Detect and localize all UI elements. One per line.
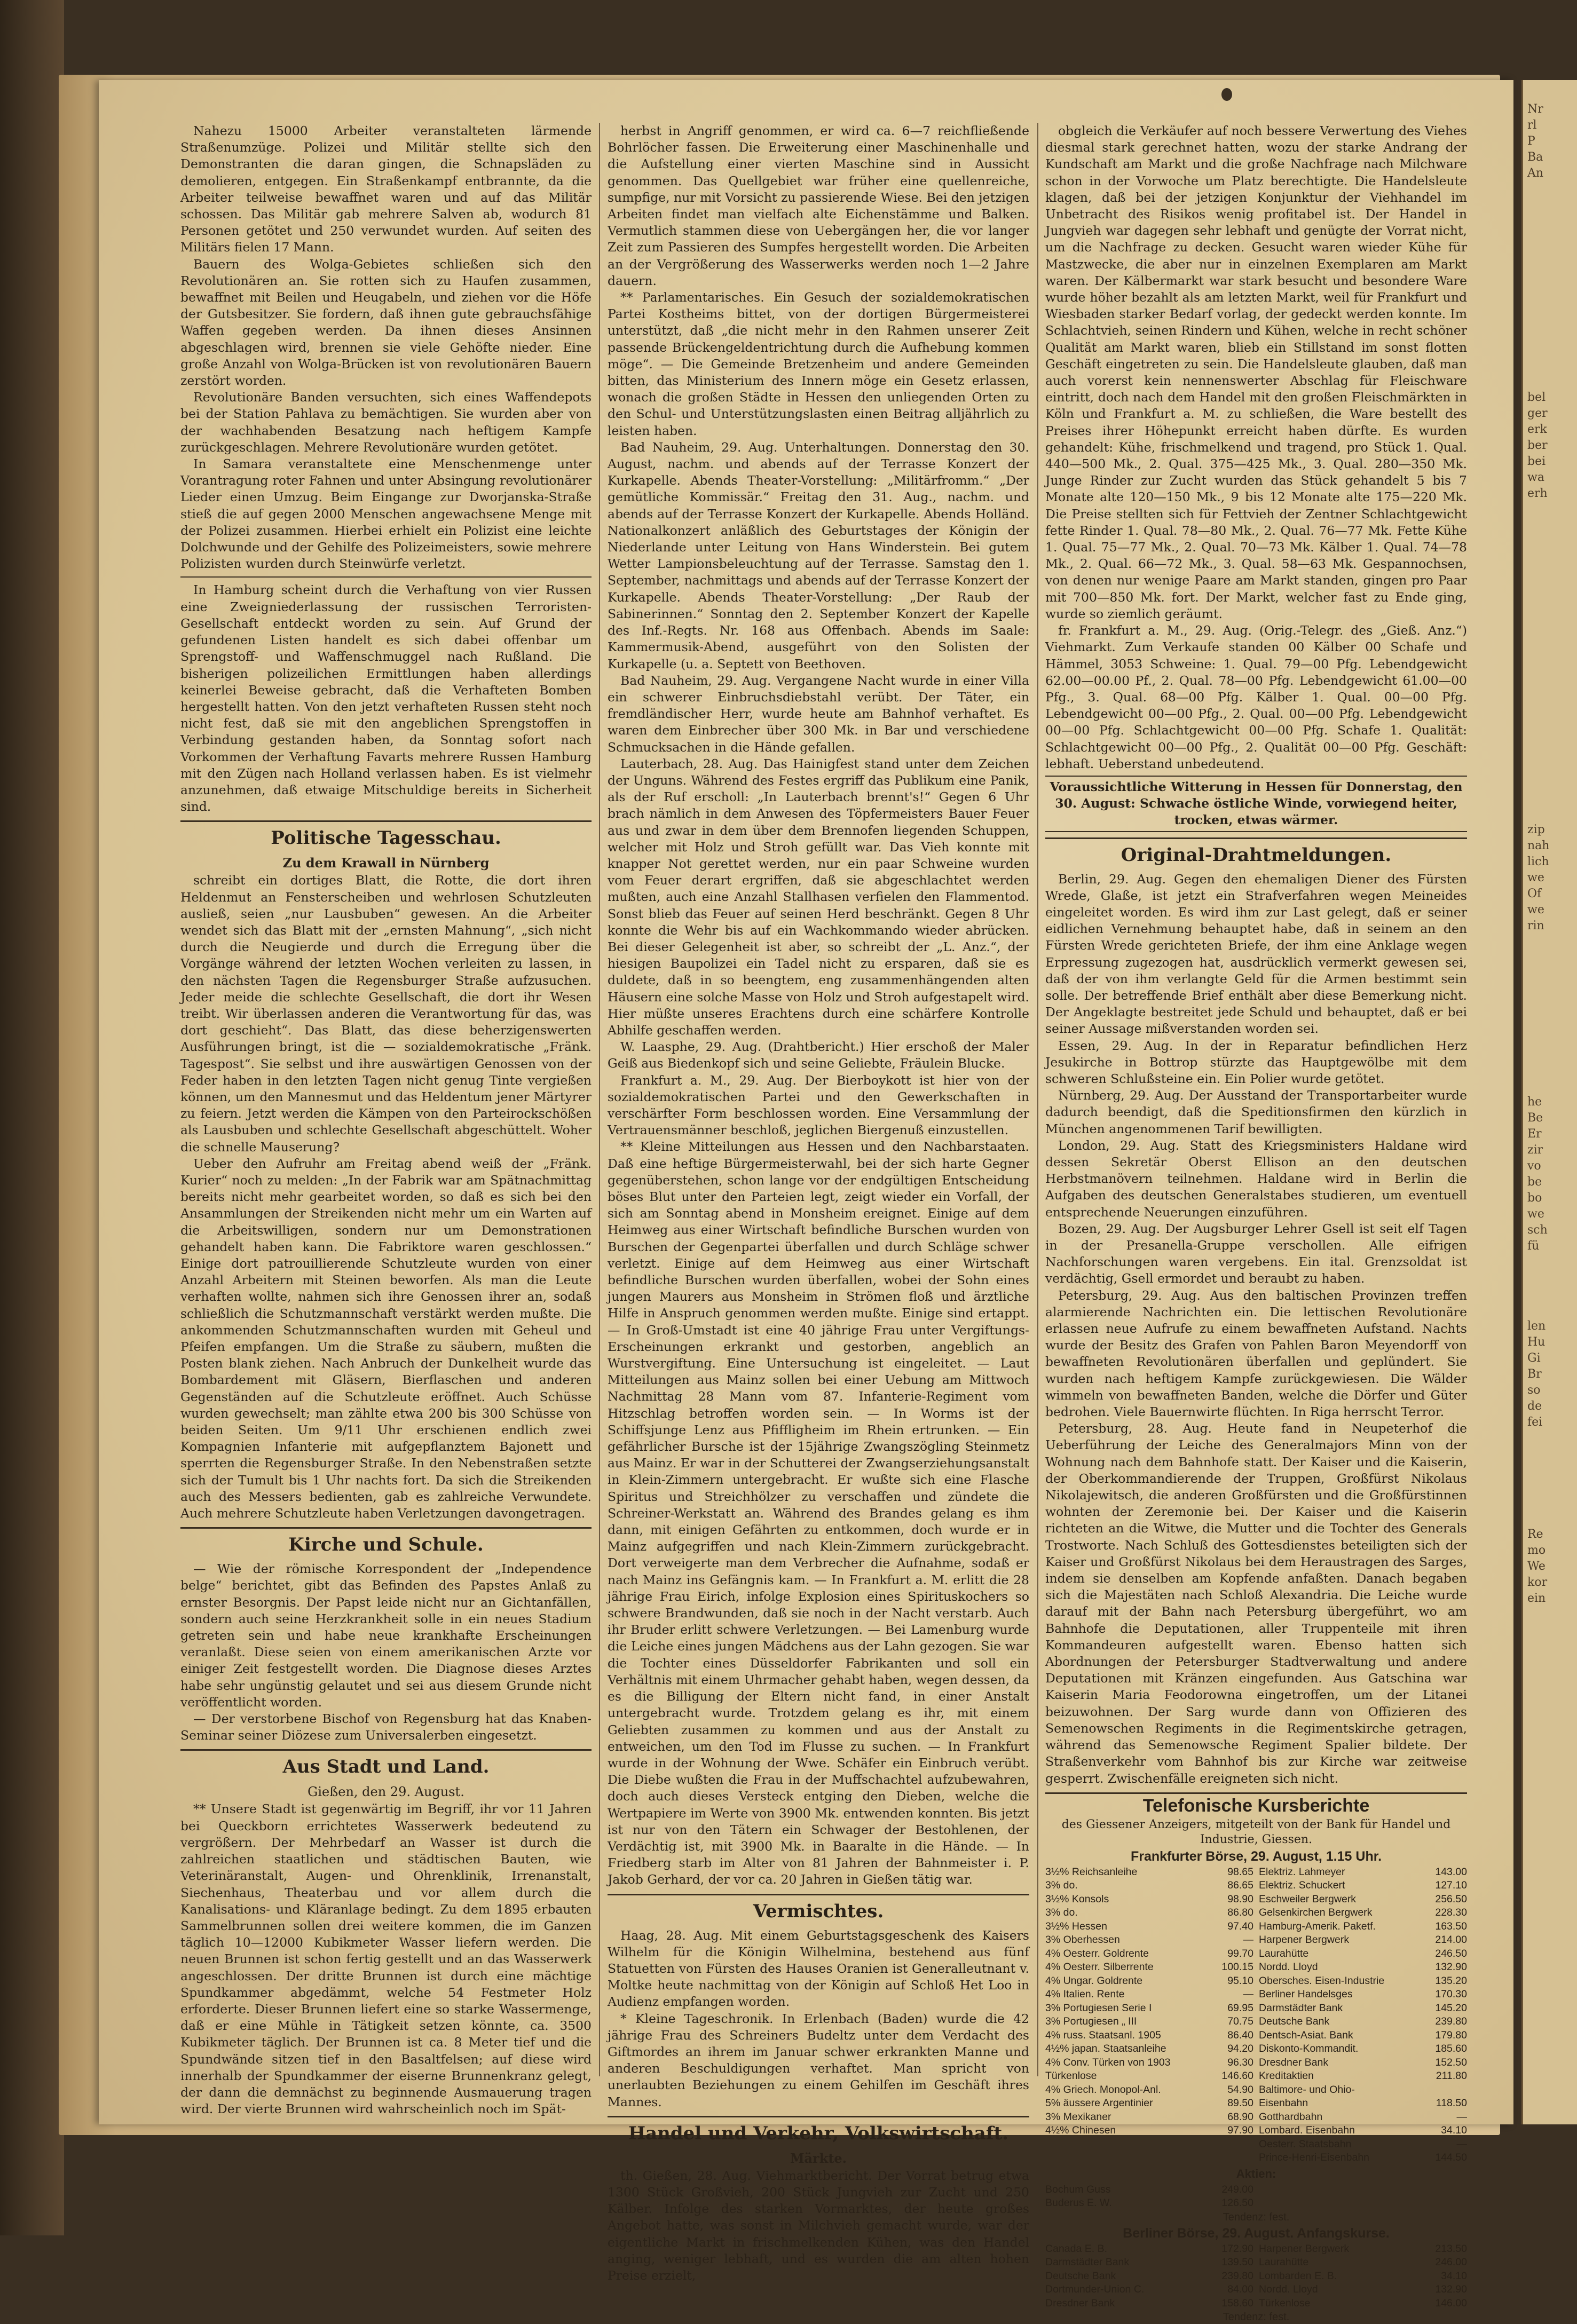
quote-row	[1259, 1933, 1467, 1947]
paragraph: In Hamburg scheint durch die Verhaftung von vier Russen eine Zweigniederlassung der russischen Terroristen-Gesellschaft entdeckt worden zu sein. Auf Grund der gefundenen Listen handelt es sich dabei offenbar um Sprengstoff- und Waffenschmuggel nach Rußland. Die bisherigen polizeilichen Ermittlungen haben allerdings keinerlei Beweise gebracht, daß die Verhafteten Bomben hergestellt hatten. Von den jetzt verhafteten Russen steht noch nicht fest, daß sie mit den angeblichen Sprengstoffen in Verbindung gestanden haben, da Sonntag sofort nach Vorkommen der Verhaftung Favarts mehrere Russen Hamburg mit den Zügen nach Holland verlassen haben. Es ist vielmehr anzunehmen, daß etwaige Mitschuldige bereits in Sicherheit sind.	[180, 582, 592, 815]
quote-row	[1045, 2083, 1253, 2097]
paragraph: ** Parlamentarisches. Ein Gesuch der sozialdemokratischen Partei Kostheims bittet, von der dortigen Bürgermeisterei unterstützt, daß „die nicht mehr in den Rahmen unserer Zeit passende Brückengeldentrichtung durch die Aufhebung kommen möge“. — Die Gemeinde Bretzenheim und andere Gemeinden bitten, das Ministerium des Innern möge ein Gesetz erlassen, wonach die großen Städte in Hessen den unliegenden Orten zu den Schul- und Unterstützungslasten einen Beitrag alljährlich zu leisten haben.	[608, 290, 1029, 438]
quote-row	[1045, 1974, 1253, 1988]
quote-value: 172.90	[1221, 2242, 1253, 2255]
quote-name: Dortmunder-Union C.	[1045, 2283, 1145, 2296]
quote-name: Gelsenkirchen Bergwerk	[1259, 1907, 1373, 1919]
quote-row	[1045, 2042, 1253, 2056]
quote-value: 146.60	[1221, 2070, 1253, 2082]
quote-name: Türkenlose	[1045, 2070, 1097, 2082]
quote-name: Eschweiler Bergwerk	[1259, 1893, 1357, 1905]
quote-row	[1259, 1974, 1467, 1988]
quote-name: 3% Oberhessen	[1045, 1934, 1120, 1946]
paragraph: Petersburg, 28. Aug. Heute fand in Neupeterhof die Ueberführung der Leiche des Generalmajors Minn von der Wohnung nach dem Bahnhofe statt. Der Kaiser und die Kaiserin, der Oberkommandierende der Truppen, Großfürst Nikolaus Nikolajewitsch, die anderen Großfürsten und die Großfürstinnen wohnten der Zeremonie bei. Der Kaiser und die Kaiserin richteten an die Witwe, die Mutter und die Tochter des Generals Trostworte. Nach Schluß des Gottesdienstes beteiligten sich der Kaiser und Großfürst Nikolaus bei dem Heraustragen des Sarges, indem sie denselben am Kopfende anfaßten. Danach begaben sich die Majestäten nach Schloß Alexandria. Die Leiche wurde darauf mit der Bahn nach Petersburg übergeführt, wo am Bahnhofe die Deputationen, aller Truppenteile mit ihren Kommandeuren aufgestellt waren. Ebenso hatten sich Abordnungen der Petersburger Stadtverwaltung und andere Deputationen mit Kränzen eingefunden. Aus Gatschina war Kaiserin Maria Feodorowna eingetroffen, um der Litanei beizuwohnen. Der Sarg wurde dann von Offizieren des Semenowschen Regiments in die Regimentskirche getragen, während das Semenowsche Regiment Spalier bildete. Der Straßenverkehr vom Bahnhof bis zur Kirche war zeitweise gesperrt. Zwischenfälle ereigneten sich nicht.	[1045, 1421, 1467, 1786]
paragraph: th. Gießen, 28. Aug. Viehmarktbericht. Der Vorrat betrug etwa 1300 Stück Großvieh, 200 Stück Jungvieh zur Zucht und 250 Kälber. Infolge des starken Vormarktes, der heute großes Angebot hatte, was sonst in Milchvieh gemacht wurde, war der eigentliche Markt in frischmelkenden Kühen, was den Handel anging, weniger lebhaft, und es wurden die am alten hohen Preise erzielt,	[608, 2168, 1029, 2283]
quote-name: Laurahütte	[1259, 1947, 1309, 1959]
quote-row	[1259, 2069, 1467, 2083]
quote-name: Darmstädter Bank	[1045, 2256, 1130, 2268]
quote-row	[1045, 2110, 1253, 2124]
quote-row	[1259, 2097, 1467, 2110]
quote-value: —	[1243, 1988, 1253, 2001]
quote-value: 126.50	[1221, 2197, 1253, 2209]
quote-value: 158.60	[1221, 2297, 1253, 2309]
quotes-right	[1259, 1865, 1467, 2165]
quote-name: 3% do.	[1045, 1907, 1078, 1919]
quote-row	[1045, 2069, 1253, 2083]
column-rule	[1037, 123, 1038, 2076]
quote-value: 211.80	[1436, 2070, 1467, 2082]
section-heading: Original-Drahtmeldungen.	[1045, 837, 1467, 868]
quote-value: 132.90	[1435, 2283, 1467, 2296]
quote-row	[1045, 1865, 1253, 1879]
quote-name: Lombard. Eisenbahn	[1259, 2124, 1355, 2137]
quote-value: 239.80	[1221, 2270, 1253, 2282]
paragraph: Bauern des Wolga-Gebietes schließen sich den Revolutionären an. Sie rotten sich zu Haufen zusammen, bewaffnet mit Beilen und Heugabeln, und ziehen vor die Höfe der Gutsbesitzer. Sie fordern, daß ihnen gute gebrauchsfähige Waffen gegeben werden. Da ihnen dieses Ansinnen abgeschlagen wird, brennen sie viele Gehöfte nieder. Eine große Anzahl von Wolga-Brücken ist von revolutionären Bauern zerstört worden.	[180, 256, 592, 389]
quote-row	[1259, 1865, 1467, 1879]
quote-row	[1045, 2183, 1253, 2197]
quote-value: 34.10	[1441, 2270, 1467, 2282]
quotes-right	[1259, 2242, 1467, 2311]
quote-value: 94.20	[1227, 2043, 1253, 2055]
quote-row	[1259, 2256, 1467, 2270]
quote-value: 152.50	[1435, 2056, 1467, 2068]
quote-row	[1259, 2083, 1467, 2097]
quote-name: Oesterr. Staatsbahn	[1259, 2138, 1352, 2150]
quote-value	[1464, 2083, 1467, 2097]
paragraph: Haag, 28. Aug. Mit einem Geburtstagsgeschenk des Kaisers Wilhelm für die Königin Wilhelmina, bestehend aus fünf Statuetten von Fürsten des Hauses Oranien ist Generalleutnant v. Moltke heute nachmittag von der Königin auf Schloß Het Loo in Audienz empfangen worden.	[608, 1927, 1029, 2010]
quotes-left	[1045, 2183, 1253, 2210]
quote-row	[1045, 2002, 1253, 2015]
quote-value: 100.15	[1221, 1961, 1253, 1973]
quote-value: 84.00	[1227, 2283, 1253, 2296]
quote-row	[1259, 1947, 1467, 1961]
quote-name: Hamburg-Amerik. Paketf.	[1259, 1920, 1376, 1932]
paragraph: London, 29. Aug. Statt des Kriegsministers Haldane wird dessen Sekretär Oberst Ellison an den deutschen Herbstmanövern teilnehmen. Haldane wird in Berlin die Aufgaben des deutschen Generalstabes studieren, um eventuell entsprechende Neuerungen einzuführen.	[1045, 1137, 1467, 1220]
frankfurt-quotes-table	[1045, 1865, 1467, 2165]
quote-row	[1045, 1961, 1253, 1974]
quote-row	[1045, 2297, 1253, 2311]
quote-row	[1259, 2002, 1467, 2015]
quote-value: 135.20	[1435, 1974, 1467, 1987]
quote-name: 3½% Reichsanleihe	[1045, 1865, 1138, 1878]
quote-name: Obersches. Eisen-Industrie	[1259, 1974, 1385, 1987]
quote-name: Laurahütte	[1259, 2256, 1309, 2268]
paragraph: — Der verstorbene Bischof von Regensburg hat das Knaben-Seminar seiner Diözese zum Universalerben eingesetzt.	[180, 1711, 592, 1743]
quote-value: 95.10	[1227, 1974, 1253, 1987]
quote-name: 3½% Hessen	[1045, 1920, 1107, 1932]
paragraph: * Kleine Tageschronik. In Erlenbach (Baden) wurde die 42 jährige Frau des Schreiners Budeltz unter dem Verdacht des Giftmordes an ihrem im Januar schwer erkrankten Manne und anderen Beschuldigungen verhaftet. Man spricht von unerlaubten Beziehungen zu einem Gehilfen im Geschäft ihres Mannes.	[608, 2011, 1029, 2109]
quote-row	[1259, 2151, 1467, 2165]
quote-value: —	[1243, 1934, 1253, 1946]
quote-value: 127.10	[1435, 1879, 1467, 1892]
paragraph: schreibt ein dortiges Blatt, die Rotte, die dort ihren Heldenmut an Fensterscheiben und wehrlosen Schutzleuten ausließ, seien „nur Lausbuben“ gewesen. An die Arbeiter wendet sich das Blatt mit der „ernsten Mahnung“, „sich nicht durch die Neugierde und durch die Erregung über die Vorgänge während der letzten Wochen verleiten zu lassen, in den nächsten Tagen die Regensburger Straße aufzusuchen. Jeder meide die schlechte Gesellschaft, die dort ihr Wesen treibt. Wir überlassen anderen die Verantwortung für das, was dort geschieht“. Das Blatt, das diese beherzigenswerten Ausführungen bringt, ist die — sozialdemokratische „Fränk. Tagespost“. Sie selbst und ihre auswärtigen Genossen von der Feder haben in den letzten Tagen nicht genug Tinte vergießen können, um den Mannesmut und das Heldentum jener Märtyrer zu feiern. Jetzt werden die Kämpen von den Parteirockschößen als Lausbuben und schlechte Gesellschaft abgeschüttelt. Woher die schnelle Mauserung?	[180, 873, 592, 1155]
paragraph: Bozen, 29. Aug. Der Augsburger Lehrer Gsell ist seit elf Tagen in der Presanella-Gruppe verschollen. Alle eifrigen Nachforschungen waren vergebens. Ein ital. Grenzsoldat ist verdächtig, Gsell ermordet und beraubt zu haben.	[1045, 1221, 1467, 1286]
paragraph: — Wie der römische Korrespondent der „Independence belge“ berichtet, gibt das Befinden des Papstes Anlaß zu ernster Besorgnis. Der Papst leide nicht nur an Gichtanfällen, sondern auch seine Herzkrankheit solle in ein neues Stadium getreten sein und habe neue krankhafte Erscheinungen veranlaßt. Diese seien von einem amerikanischen Arzte vor einiger Zeit festgestellt worden. Die Diagnose dieses Arztes habe sehr ungünstig gelautet und sei aus diesem Grunde nicht veröffentlicht worden.	[180, 1561, 592, 1710]
quote-name: Türkenlose	[1259, 2297, 1311, 2309]
subheading: Märkte.	[790, 2150, 847, 2166]
quote-value: —	[1456, 2110, 1467, 2123]
quote-value: 170.30	[1435, 1988, 1467, 2001]
quote-row	[1045, 2029, 1253, 2043]
paragraph: Petersburg, 29. Aug. Aus den baltischen Provinzen treffen alarmierende Nachrichten ein. Die lettischen Revolutionäre erlassen neue Aufrufe zu einem bewaffneten Aufstand. Nachts wurde der Besitz des Grafen von Pahlen Baron Meyendorff von bewaffneten Revolutionären überfallen und geplündert. Sie wurden nach heftigem Kampfe zurückgewiesen. Die Wälder wimmeln von bewaffneten Banden, welche die Dörfer und Güter bedrohen. Viele Bauernwirte flüchten. In Riga herrscht Terror.	[1045, 1287, 1467, 1420]
quote-row	[1045, 2283, 1253, 2297]
quote-name: Elektriz. Lahmeyer	[1259, 1865, 1345, 1878]
quote-row	[1259, 1961, 1467, 1974]
column-rule	[599, 123, 600, 2076]
quote-value: 86.80	[1227, 1907, 1253, 1919]
quote-name: Gotthardbahn	[1259, 2110, 1323, 2123]
quote-row	[1259, 1988, 1467, 2002]
quote-name: Berliner Handelsges	[1259, 1988, 1353, 2001]
quote-value: 69.95	[1227, 2002, 1253, 2014]
quote-name: 4% Conv. Türken von 1903	[1045, 2056, 1171, 2068]
quote-name: 5% äussere Argentinier	[1045, 2097, 1153, 2109]
column-1	[180, 123, 592, 2117]
section-heading: Politische Tagesschau.	[180, 820, 592, 851]
dateline: Gießen, den 29. August.	[307, 1784, 464, 1800]
paragraph: In Samara veranstaltete eine Menschenmenge unter Vorantragung roter Fahnen und unter Absingung revolutionärer Lieder einen Umzug. Beim Eingange zur Dworjanska-Straße stieß die auf gegen 2000 Menschen angewachsene Menge mit der Polizei zusammen. Hierbei erhielt ein Polizist eine leichte Dolchwunde und der Gehilfe des Polizeimeisters, sowie mehrere Polizisten wurden durch Steinwürfe verletzt.	[180, 456, 592, 572]
quote-row	[1259, 1906, 1467, 1920]
quote-row	[1045, 2242, 1253, 2256]
quote-value: 89.50	[1227, 2097, 1253, 2109]
stock-report-title: Telefonische Kursberichte	[1045, 1792, 1467, 1817]
paragraph: Frankfurt a. M., 29. Aug. Der Bierboykott ist hier von der sozialdemokratischen Partei und den Gewerkschaften in verschärfter Form beschlossen worden. Eine Versammlung der Vertrauensmänner beschloß, jeglichen Biergenuß einzustellen.	[608, 1072, 1029, 1138]
quote-value: 185.60	[1435, 2043, 1467, 2055]
quote-row	[1259, 2029, 1467, 2043]
quote-name: 4% Griech. Monopol-Anl.	[1045, 2083, 1161, 2096]
quote-value: 144.50	[1435, 2152, 1467, 2164]
tendency-label: Tendenz: fest.	[1223, 2211, 1290, 2223]
quote-name: Deutsche Bank	[1259, 2015, 1330, 2028]
quote-name: Harpener Bergwerk	[1259, 1934, 1350, 1946]
column-3	[1045, 123, 1467, 2323]
quote-name: 4% Oesterr. Silberrente	[1045, 1961, 1154, 1973]
quote-value: 249.00	[1221, 2183, 1253, 2195]
quote-name: Lombarden E. B.	[1259, 2270, 1337, 2282]
paragraph: herbst in Angriff genommen, er wird ca. 6—7 reichfließende Bohrlöcher fassen. Die Erweiterung einer Maschinenhalle und die Aufstellung einer vierten Maschine sind in Aussicht genommen. Das Quellgebiet war früher eine quellenreiche, sumpfige, nur mit Vorsicht zu passierende Wiese. Bei den jetzigen Arbeiten findet man vielfach alte Eichenstämme und Balken. Vermutlich stammen diese von Uebergängen her, die vor langer Zeit zum Passieren des Sumpfes hergestellt worden. Die Arbeiten an der Vergrößerung des Wasserwerks werden noch 1—2 Jahre dauern.	[608, 123, 1029, 288]
quote-value: 96.30	[1227, 2056, 1253, 2068]
quote-name: Dresdner Bank	[1045, 2297, 1115, 2309]
quote-row	[1259, 2042, 1467, 2056]
paragraph: Essen, 29. Aug. In der in Reparatur befindlichen Herz Jesukirche in Bottrop stürzte das Hauptgewölbe mit dem schweren Schlußsteine ein. Ein Polier wurde getötet.	[1045, 1038, 1467, 1086]
quote-value: 213.50	[1435, 2242, 1467, 2255]
paragraph: W. Laasphe, 29. Aug. (Drahtbericht.) Hier erschoß der Maler Geiß aus Biedenkopf sich und seine Geliebte, Fräulein Blucke.	[608, 1039, 1029, 1071]
quote-row	[1045, 2097, 1253, 2110]
quote-row	[1045, 1879, 1253, 1893]
paragraph: Nahezu 15000 Arbeiter veranstalteten lärmende Straßenumzüge. Polizei und Militär stellte sich den Demonstranten die daran gingen, die Schnapsläden zu demolieren, entgegen. Ein Straßenkampf entbrannte, da die Arbeiter teilweise bewaffnet waren und auf das Militär schossen. Das Militär gab mehrere Salven ab, wodurch 81 Personen getötet und 250 verwundet wurden. Auf seiten des Militärs fielen 17 Mann.	[180, 123, 592, 255]
tendency-label: Tendenz: fest.	[1223, 2311, 1290, 2323]
quote-name: Kreditaktien	[1259, 2070, 1314, 2082]
quote-value: 146.00	[1435, 2297, 1467, 2309]
section-heading: Vermischtes.	[608, 1894, 1029, 1924]
quote-name: Darmstädter Bank	[1259, 2002, 1343, 2014]
subheading: Zu dem Krawall in Nürnberg	[282, 855, 490, 871]
quote-row	[1045, 1988, 1253, 2002]
quote-value: 98.90	[1227, 1893, 1253, 1905]
quote-name: Elektriz. Schuckert	[1259, 1879, 1345, 1892]
paragraph: Bad Nauheim, 29. Aug. Unterhaltungen. Donnerstag den 30. August, nachm. und abends auf der Terrasse Konzert der Kurkapelle. Abends Theater-Vorstellung: „Militärfromm.“ „Der gemütliche Kommissär.“ Freitag den 31. Aug., nachm. und abends auf der Terrasse Konzert der Kurkapelle. Abends Holländ. Nationalkonzert anläßlich des Geburtstages der Königin der Niederlande unter Leitung von Hans Winderstein. Bei gutem Wetter Lampionsbeleuchtung auf der Terrasse. Samstag den 1. September, nachmittags und abends auf der Terrasse Konzert der Kurkapelle. Abends Theater-Vorstellung: „Der Raub der Sabinerinnen.“ Sonntag den 2. September Konzert der Kapelle des Inf.-Regts. Nr. 168 aus Offenbach. Abends im Saale: Kammermusik-Abend, ausgeführt von den Solisten der Kurkapelle (u. a. Septett von Beethoven.	[608, 439, 1029, 671]
book-binding	[0, 0, 64, 2235]
quote-value: 86.65	[1227, 1879, 1253, 1892]
frankfurt-exchange-heading: Frankfurter Börse, 29. August, 1.15 Uhr.	[1130, 1848, 1382, 1864]
quote-row	[1259, 1893, 1467, 1907]
quote-name: 3% Portugiesen „ III	[1045, 2015, 1137, 2028]
quote-name: 4% Ungar. Goldrente	[1045, 1974, 1143, 1987]
paragraph: Berlin, 29. Aug. Gegen den ehemaligen Diener des Fürsten Wrede, Glaße, ist jetzt ein Strafverfahren wegen Meineides eingeleitet worden. Es wird ihm zur Last gelegt, daß er seiner eidlichen Vernehmung behauptet habe, daß in seinem an den Fürsten Wrede gerichteten Briefe, der ihm eine Anklage wegen Erpressung zugezogen hat, ausdrücklich vermerkt gewesen sei, daß der von ihm verlangte Geld für die Armen bestimmt sein solle. Der betreffende Brief enthält aber diese Bemerkung nicht. Der Angeklagte bestreitet jede Schuld und behauptet, daß er bei seiner Aussage mißverstanden worden sei.	[1045, 871, 1467, 1037]
quote-value: 97.90	[1227, 2124, 1253, 2137]
quotes-left	[1045, 2242, 1253, 2311]
quote-row	[1259, 2270, 1467, 2283]
quote-name: 4% Oesterr. Goldrente	[1045, 1947, 1149, 1959]
quote-value: 132.90	[1435, 1961, 1467, 1973]
quote-value: —	[1456, 2138, 1467, 2150]
quote-value: 98.65	[1227, 1865, 1253, 1878]
quote-value: 239.80	[1435, 2015, 1467, 2028]
paragraph: fr. Frankfurt a. M., 29. Aug. (Orig.-Telegr. des „Gieß. Anz.“) Viehmarkt. Zum Verkaufe standen 00 Kälber 00 Schafe und Hämmel, 3053 Schweine: 1. Qual. 79—00 Pfg. Lebendgewicht 62.00—00.00 Pf., 2. Qual. 78—00 Pfg. Lebendgewicht 61.00—00 Pfg., 3. Qual. 68—00 Pfg. Kälber 1. Qual. 00—00 Pfg. Lebendgewicht 00—00 Pfg., 2. Qual. 00—00 Pfg. Lebendgewicht 00—00 Pfg. Schlachtgewicht 00—00 Pfg. Schafe 1. Qualität: Schlachtgewicht 00—00 Pfg., 2. Qualität 00—00 Pfg. Geschäft: lebhaft. Ueberstand unbedeutend.	[1045, 623, 1467, 771]
quote-value: 228.30	[1435, 1907, 1467, 1919]
quote-value: 139.50	[1221, 2256, 1253, 2268]
quote-value: 145.20	[1435, 2002, 1467, 2014]
quote-name: Deutsche Bank	[1045, 2270, 1116, 2282]
quote-row	[1259, 2056, 1467, 2070]
quote-name: 3% Mexikaner	[1045, 2110, 1111, 2123]
quote-name: 4½% japan. Staatsanleihe	[1045, 2043, 1166, 2055]
paragraph: obgleich die Verkäufer auf noch bessere Verwertung des Viehes diesmal stark gerechnet hatten, wozu der starke Andrang der Kundschaft am Markt und die große Nachfrage nach Milchware schon in der Vorwoche um Platz berechtigte. Die Handelsleute klagen, daß bei der jetzigen Konjunktur der Viehhandel im Unbetracht des Risikos wenig profitabel ist. Der Handel in Jungvieh war dagegen sehr lebhaft und genügte der Vorrat nicht, um die Nachfrage zu decken. Gesucht waren wieder Kühe für Mastzwecke, die aber nur in einzelnen Exemplaren am Markt waren. Der Kälbermarkt war stark besucht und besondere Ware wurde höher bezahlt als am letzten Markt, weil für Frankfurt und Wiesbaden starker Bedarf vorlag, der gedeckt werden konnte. Im Schlachtvieh, seinen Rindern und Kühen, welche in recht schöner Qualität am Markt waren, blieb ein Stillstand im sonst flotten Geschäft eingetreten zu sein. Die Handelsleute glauben, daß man auch vorerst kein nennenswerter Abschlag für Fleischware eintritt, doch nach dem Handel mit den großen Fleischmärkten in Köln und Frankfurt a. M. zu schließen, die Ware bestellt des Preises ihrer Höhepunkt erreicht haben dürfte. Es wurden gehandelt: Kühe, frischmelkend und tragend, pro Stück 1. Qual. 440—500 Mk., 2. Qual. 375—425 Mk., 3. Qual. 280—350 Mk. Junge Rinder zur Zucht wurden das Stück gehandelt 5 bis 7 Monate alte 120—150 Mk., 9 bis 12 Monate alte 175—220 Mk. Die Preise stellten sich für Fettvieh der Zentner Schlachtgewicht fette Rinder 1. Qual. 78—80 Mk., 2. Qual. 76—77 Mk. Fette Kühe 1. Qual. 75—77 Mk., 2. Qual. 70—73 Mk. Kälber 1. Qual. 74—78 Mk., 2. Qual. 66—72 Mk., 3. Qual. 58—63 Mk. Gespannochsen, von denen nur wenige Paare am Markt standen, gingen pro Paar mit 700—850 Mk. fort. Der Markt, welcher fast zu Ende ging, wurde so ziemlich geräumt.	[1045, 123, 1467, 621]
quote-name: 3½% Konsols	[1045, 1893, 1109, 1905]
quote-name: Canada E. B.	[1045, 2242, 1107, 2255]
quote-value: 34.10	[1441, 2124, 1467, 2137]
quote-name: Harpener Bergwerk	[1259, 2242, 1350, 2255]
quote-name: Nordd. Lloyd	[1259, 1961, 1318, 1973]
quote-name: Eisenbahn	[1259, 2097, 1308, 2109]
paragraph: Nürnberg, 29. Aug. Der Ausstand der Transportarbeiter wurde dadurch beendigt, daß die Speditionsfirmen den kürzlich in München angenommenen Tarif bewilligten.	[1045, 1088, 1467, 1136]
shares-table	[1045, 2183, 1467, 2210]
berlin-quotes-table	[1045, 2242, 1467, 2311]
section-heading: Handel und Verkehr, Volkswirtschaft.	[608, 2116, 1029, 2146]
column-2	[608, 123, 1029, 2283]
quote-row	[1259, 2015, 1467, 2029]
quote-row	[1045, 1933, 1253, 1947]
quote-value: 256.50	[1435, 1893, 1467, 1905]
quote-value: 143.00	[1435, 1865, 1467, 1878]
quote-row	[1259, 2124, 1467, 2138]
quote-name: Prince-Henri-Eisenbahn	[1259, 2152, 1370, 2164]
quote-row	[1259, 1879, 1467, 1893]
quote-name: Nordd. Lloyd	[1259, 2283, 1318, 2296]
facing-page	[1521, 80, 1577, 2124]
separator	[180, 576, 592, 578]
quote-row	[1259, 2242, 1467, 2256]
quote-name: Diskonto-Kommandit.	[1259, 2043, 1359, 2055]
section-heading: Aus Stadt und Land.	[180, 1749, 592, 1780]
quote-row	[1045, 1893, 1253, 1907]
quote-row	[1045, 1920, 1253, 1934]
quote-value: 118.50	[1436, 2097, 1467, 2109]
quote-value: 246.00	[1435, 2256, 1467, 2268]
quote-value: 99.70	[1227, 1947, 1253, 1959]
quote-row	[1045, 2056, 1253, 2070]
quote-row	[1259, 2138, 1467, 2152]
quote-row	[1045, 2015, 1253, 2029]
quote-value: 70.75	[1227, 2015, 1253, 2028]
quote-row	[1259, 2110, 1467, 2124]
paragraph: Revolutionäre Banden versuchten, sich eines Waffendepots bei der Station Pahlava zu bemächtigen. Sie wurden aber von der wachhabenden Besatzung nach heftigem Kampfe zurückgeschlagen. Mehrere Revolutionäre wurden getötet.	[180, 390, 592, 455]
quote-name: 4% russ. Staatsanl. 1905	[1045, 2029, 1161, 2041]
quote-name: Buderus E. W.	[1045, 2197, 1112, 2209]
quote-name: 3% do.	[1045, 1879, 1078, 1892]
quote-value: 68.90	[1227, 2110, 1253, 2123]
quote-row	[1045, 1947, 1253, 1961]
quote-name: Dresdner Bank	[1259, 2056, 1329, 2068]
stock-report-subtitle: des Giessener Anzeigers, mitgeteilt von der Bank für Handel und Industrie, Giessen.	[1061, 1817, 1451, 1846]
berlin-exchange-heading: Berliner Börse, 29. August. Anfangskurse.	[1123, 2225, 1390, 2241]
quote-name: Baltimore- und Ohio-	[1259, 2083, 1355, 2096]
quote-row	[1045, 1906, 1253, 1920]
quote-name: 3% Portugiesen Serie I	[1045, 2002, 1152, 2014]
paragraph: ** Unsere Stadt ist gegenwärtig im Begriff, ihr vor 11 Jahren bei Queckborn errichtetes Wasserwerk bedeutend zu vergrößern. Der Mehrbedarf an Wasser ist durch die zahlreichen staatlichen und städtischen Bauten, wie Veterinäranstalt, Augen- und Ohrenklinik, Irrenanstalt, Siechenhaus, Theaterbau und vor allem durch die Kanalisations- und Kläranlage bedingt. Zu dem 1895 erbauten Sammelbrunnen sollen drei weitere kommen, die im Ganzen täglich 10—12000 Kubikmeter Wasser liefern werden. Die neuen Brunnen ist schon fertig gestellt und an das Wasserwerk angeschlossen. Der dritte Brunnen ist durch eine mächtige Spundkammer abgedämmt, welche 54 Festmeter Holz erforderte. Dieser Brunnen liefert eine so starke Wassermenge, daß er eine Mühle in Tätigkeit setzen könnte, ca. 3500 Kubikmeter täglich. Der Brunnen ist ca. 8 Meter tief und die Spundwände sitzen tief in den Basaltfelsen; auf diese wird innerhalb der Spundkammer der eiserne Brunnenkranz gelegt, der dann die demnächst zu beginnende Ausmauerung tragen wird. Der vierte Brunnen wird wahrscheinlich noch im Spät-	[180, 1801, 592, 2117]
quote-name: Bochum Guss	[1045, 2183, 1111, 2195]
quote-row	[1259, 1920, 1467, 1934]
quote-value: 86.40	[1227, 2029, 1253, 2041]
quote-name: Dentsch-Asiat. Bank	[1259, 2029, 1353, 2041]
quote-value: 97.40	[1227, 1920, 1253, 1932]
paragraph: Bad Nauheim, 29. Aug. Vergangene Nacht wurde in einer Villa ein schwerer Einbruchsdiebstahl verübt. Der Täter, ein fremdländischer Herr, wurde heute am Bahnhof verhaftet. Es waren dem Einbrecher über 300 Mk. in Bar und verschiedene Schmucksachen in die Hände gefallen.	[608, 673, 1029, 755]
quote-value: 179.80	[1435, 2029, 1467, 2041]
quote-row	[1259, 2297, 1467, 2311]
quote-name: 4½% Chinesen	[1045, 2124, 1116, 2137]
section-heading: Kirche und Schule.	[180, 1527, 592, 1558]
punch-hole	[1221, 88, 1232, 101]
quote-value: 163.50	[1435, 1920, 1467, 1932]
paragraph: Lauterbach, 28. Aug. Das Hainigfest stand unter dem Zeichen der Unguns. Während des Festes ergriff das Publikum eine Panik, als der Ruf erscholl: „In Lauterbach brennt's!“ Gegen 6 Uhr brach nämlich in dem Anwesen des Töpfermeisters Bauer Feuer aus und zwar in dem über dem Brennofen liegenden Schuppen, welcher mit Holz und Stroh gefüllt war. Das Vieh konnte mit knapper Not gerettet werden, nur ein paar Schweine wurden vom Feuer derart ergriffen, daß sie abgeschlachtet werden mußten, auch eine Anzahl Stallhasen verfielen den Flammentod. Sonst blieb das Feuer auf seinen Herd beschränkt. Gegen 8 Uhr konnte die Wehr bis auf ein Wachkommando wieder abrücken. Bei dieser Gelegenheit ist aber, so schreibt der „L. Anz.“, der hiesigen Baupolizei ein Tadel nicht zu ersparen, daß sie es duldete, daß in so beengtem, eng zusammenhängenden alten Häusern eine solche Masse von Holz und Stroh aufgestapelt wird. Hier müßte unseres Erachtens durch eine schärfere Kontrolle Abhilfe geschaffen werden.	[608, 756, 1029, 1038]
shares-heading: Aktien:	[1236, 2167, 1276, 2180]
paragraph: Ueber den Aufruhr am Freitag abend weiß der „Fränk. Kurier“ noch zu melden: „In der Fabrik war am Spätnachmittag bereits nicht mehr gearbeitet worden, so daß es sich bei den Ansammlungen der Streikenden nicht mehr um ein Warten auf die Arbeitswilligen, sondern nur um Demonstrationen gehandelt haben kann. Die Fabriktore waren geschlossen.“ Einige dort patrouillierende Schutzleute wurden von einer Anzahl Arbeitern mit Steinen beworfen. Als man die Leute verhaften wollte, nahmen sich ihre Genossen ihrer an, sodaß schließlich die Schutzmannschaft verstärkt werden mußte. Die ankommenden Schutzmannschaften wurden mit Geheul und Pfeifen empfangen. Um die Straße zu säubern, mußten die Posten blank ziehen. Nach Anbruch der Dunkelheit wurde das Bombardement mit Gläsern, Bierflaschen und anderen Gegenständen auf die Schutzleute eröffnet. Auch Schüsse wurden gewechselt; man zählte etwa 200 bis 300 Schüsse von beiden Seiten. Um 9/11 Uhr erschienen endlich zwei Kompagnien Infanterie mit aufgepflanztem Bajonett und sperrten die Regensburger Straße. In den Nebenstraßen setzte sich der Tumult bis 1 Uhr nachts fort. Da sich die Streikenden auch des Messers bedienten, gab es zahlreiche Verwundete. Auch mehrere Schutzleute haben Verletzungen davongetragen.	[180, 1156, 592, 1521]
quote-row	[1045, 2196, 1253, 2210]
quote-row	[1045, 2256, 1253, 2270]
weather-forecast: Voraussichtliche Witterung in Hessen für Donnerstag, den 30. August: Schwache östliche Winde, vorwiegend heiter, trocken, etwas wärmer.	[1045, 776, 1467, 832]
quote-row	[1045, 2124, 1253, 2138]
quote-value: 214.00	[1435, 1934, 1467, 1946]
quote-value: 54.90	[1227, 2083, 1253, 2096]
paragraph: ** Kleine Mitteilungen aus Hessen und den Nachbarstaaten. Daß eine heftige Bürgermeisterwahl, bei der sich harte Gegner gegenüberstehen, schon lange vor der endgültigen Entscheidung böses Blut unter den Parteien legt, zeigt wieder ein Vorfall, der sich am Sonntag abend in Monsheim ereignet. Einige auf dem Heimweg aus einer Wirtschaft befindliche Burschen wurden von Burschen der Gegenpartei überfallen und durch Schläge schwer verletzt. Einige auf dem Heimweg aus einer Wirtschaft befindliche Burschen wurden überfallen, wobei der Sohn eines jungen Maurers aus Monsheim in Strömen floß und ärztliche Hilfe in Anspruch genommen werden mußte. Einige sind ertappt. — In Groß-Umstadt ist eine 40 jährige Frau unter Vergiftungs-Erscheinungen erkrankt und gestorben, angeblich an Wurstvergiftung. Eine Untersuchung ist eingeleitet. — Laut Mitteilungen aus Mainz sollen bei einer Uebung am Mittwoch Nachmittag 28 Mann vom 87. Infanterie-Regiment vom Hitzschlag betroffen worden sein. — In Worms ist der Schiffsjunge Lenz aus Pfiffligheim im Rhein ertrunken. — Ein gefährlicher Bursche ist der 15jährige Zwangszögling Steinmetz aus Mainz. Er war in der Schutterei der Zwangserziehungsanstalt in Klein-Zimmern untergebracht. Er wußte sich eine Flasche Spiritus und Streichhölzer zu verschaffen und zündete die Schreiner-Werkstatt an. Während des Brandes gelang es ihm dann, mit einigen Gefährten zu entkommen, doch wurde er in Mainz aufgegriffen und nach Klein-Zimmern zurückgebracht. Dort verweigerte man dem Verbrecher die Aufnahme, sodaß er nach Mainz ins Gefängnis kam. — In Frankfurt a. M. erlitt die 28 jährige Frau Eirich, infolge Explosion eines Spirituskochers so schwere Brandwunden, daß sie noch in der Nacht verstarb. Auch ihr Bruder erlitt schwere Verletzungen. — Bei Lamenburg wurde die Leiche eines jungen Mädchens aus der Lahn gezogen. Sie war die Tochter eines Düsseldorfer Fabrikanten und soll ein Verhältnis mit einem Uhrmacher gehabt haben, wegen dessen, da es die Billigung der Eltern nicht fand, in einer Anstalt untergebracht wurde. Trotzdem gelang es ihr, mit einem Geliebten zusammen zu kommen und aus der Anstalt zu entweichen, um den Tod im Flusse zu suchen. — In Frankfurt wurde in der Wohnung der Wwe. Schäfer ein Einbruch verübt. Die Diebe wußten die Frau in der Muffschachtel aufzubewahren, doch auch dieses Versteck entging den Dieben, welche die Wertpapiere im Werte von 3900 Mk. entwenden konnten. Bis jetzt ist nur von den Tätern ein Schwager der Bestohlenen, der Verdächtig ist, mit 3900 Mk. in Baaralte in die Hände. — In Friedberg starb im Alter von 81 Jahren der Bahnmeister i. P. Jakob Gerhard, der vor ca. 20 Jahren in Gießen tätig war.	[608, 1139, 1029, 1887]
quote-name: 4% Italien. Rente	[1045, 1988, 1125, 2001]
quotes-left	[1045, 1865, 1253, 2165]
quote-row	[1259, 2283, 1467, 2297]
quote-row	[1045, 2270, 1253, 2283]
facing-page-text: Nr rl P Ba An bel ger erk ber bei wa erh zip nah lich we Of we rin he Be Er zir vo be bo we sch fü len Hu Gi Br so de fei Re mo We kor ein	[1527, 102, 1550, 1605]
quote-value: 246.50	[1435, 1947, 1467, 1959]
